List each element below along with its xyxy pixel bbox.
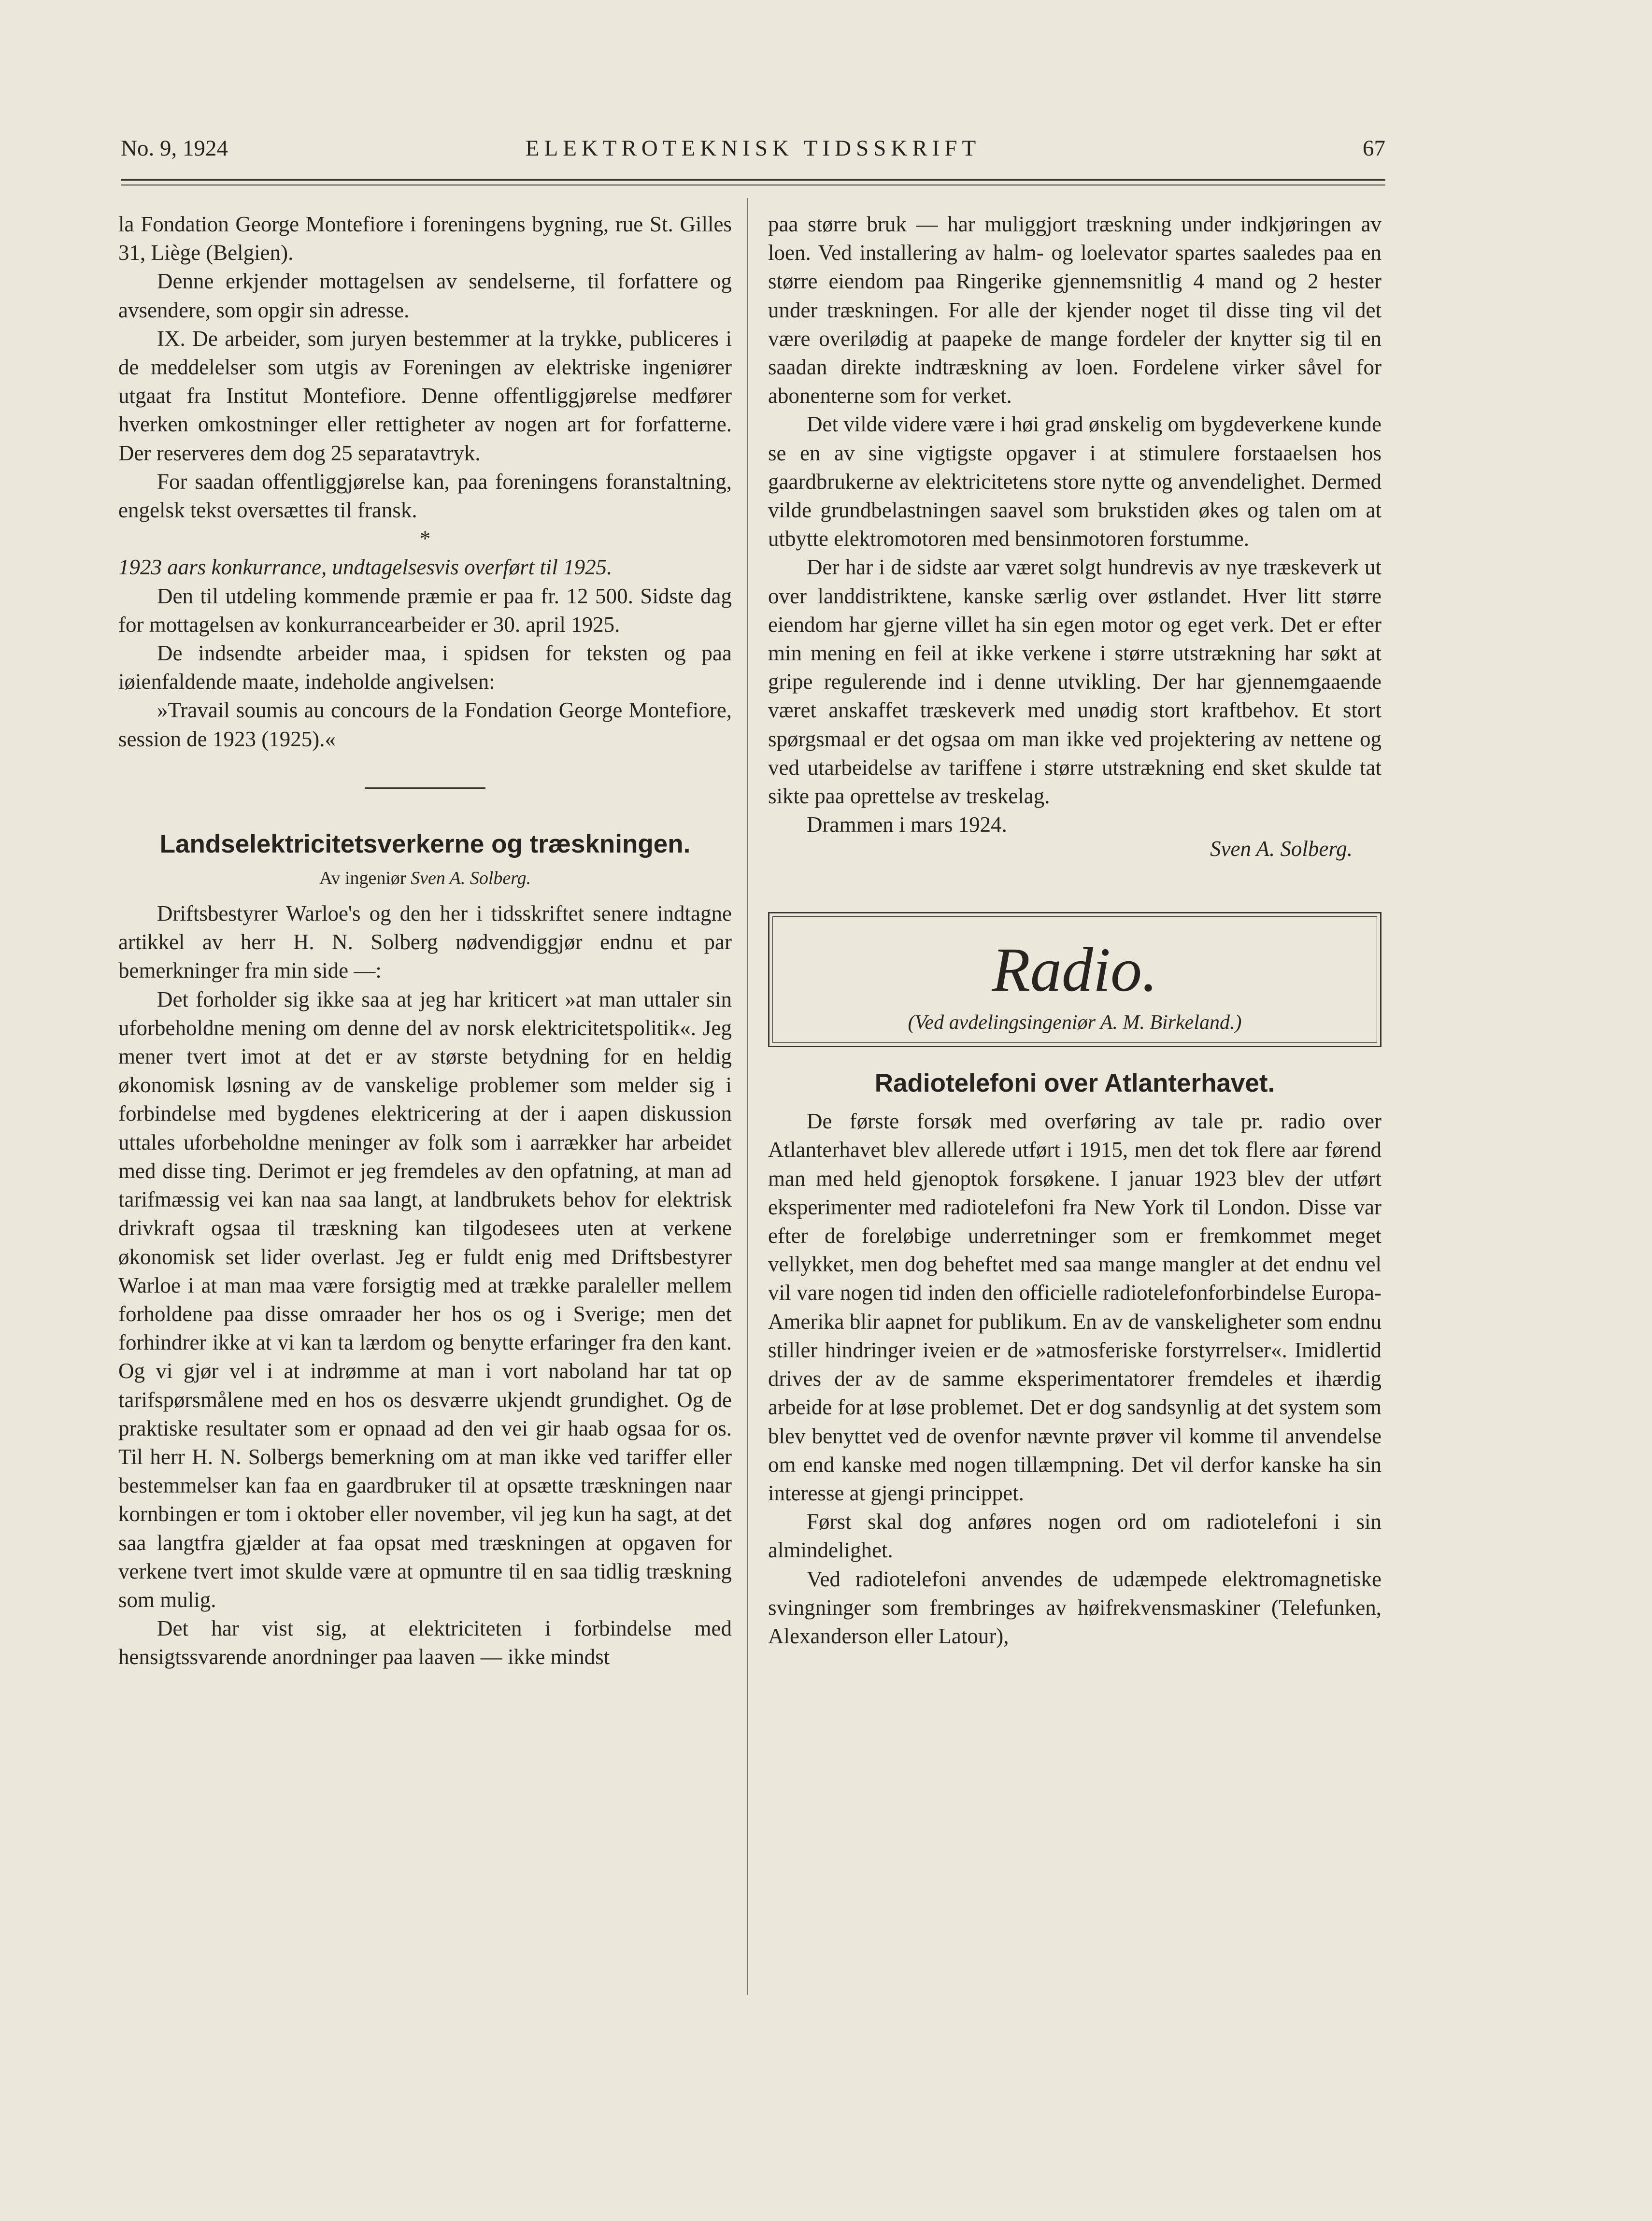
- dateline: Drammen i mars 1924.: [807, 812, 1007, 837]
- radio-section-inner: [772, 916, 1377, 1043]
- paragraph: For saadan offentliggjørelse kan, paa foreningens foranstaltning, engelsk tekst oversættes til fransk.: [118, 469, 732, 523]
- signature-block: [768, 811, 1381, 864]
- article-title: Landselektricitetsverkerne og træskningen.: [159, 829, 691, 858]
- running-header: [121, 131, 1385, 165]
- issue-number: No. 9, 1924: [121, 136, 228, 161]
- paragraph: Det har vist sig, at elektriciteten i forbindelse med hensigtssvarende anordninger paa laaven — ikke mindst: [118, 1616, 732, 1669]
- right-column: [768, 210, 1381, 1651]
- paragraph: Det vilde videre være i høi grad ønskelig om bygdeverkene kunde se en av sine vigtigste opgaver i at stimulere forstaaelsen hos gaardbrukerne av elektricitetens store nytte og anvendelighet. Dermed vilde grundbelastningen saavel som brukstiden økes og talen om at utbytte elektromotoren med bensinmotoren forstumme.: [768, 412, 1381, 551]
- paragraph: la Fondation George Montefiore i foreningens bygning, rue St. Gilles 31, Liège (Belgien).: [118, 212, 732, 265]
- paragraph: Driftsbestyrer Warloe's og den her i tidsskriftet senere indtagne artikkel av herr H. N. Solberg nødvendiggjør endnu et par bemerkninger fra min side —:: [118, 901, 732, 983]
- paragraph: De indsendte arbeider maa, i spidsen for teksten og paa iøienfaldende maate, indeholde angivelsen:: [118, 641, 732, 694]
- byline: [118, 864, 732, 893]
- byline-prefix: Av ingeniør: [319, 868, 406, 888]
- paragraph: »Travail soumis au concours de la Fondation George Montefiore, session de 1923 (1925).«: [118, 698, 732, 751]
- paragraph: IX. De arbeider, som juryen bestemmer at la trykke, publiceres i de meddelelser som utgis av Foreningen av elektriske ingeniører utgaat fra Institut Montefiore. Denne offentliggjørelse medfører hverken omkostninger eller rettigheter av nogen art for forfatterne. Der reserveres dem dog 25 separatavtryk.: [118, 326, 732, 465]
- radio-section-editor: (Ved avdelingsingeniør A. M. Birkeland.): [908, 1011, 1242, 1034]
- article-title: Radiotelefoni over Atlanterhavet.: [874, 1069, 1275, 1098]
- paragraph: Denne erkjender mottagelsen av sendelserne, til forfattere og avsendere, som opgir sin adresse.: [118, 269, 732, 322]
- signature: Sven A. Solberg.: [1210, 837, 1353, 861]
- italic-note: 1923 aars konkurrance, undtagelsesvis overført til 1925.: [118, 555, 612, 580]
- paragraph: De første forsøk med overføring av tale pr. radio over Atlanterhavet blev allerede utført i 1915, men det tok flere aar førend man med held gjenoptok forsøkene. I januar 1923 blev der utført eksperimenter med radiotelefoni fra New York til London. Disse var efter de foreløbige underretninger som er fremkommet meget vellykket, men dog beheftet med saa mange mangler at det endnu vel vil vare nogen tid inden den officielle radiotelefonforbindelse Europa-Amerika blir aapnet for publikum. En av de vanskeligheter som endnu stiller hindringer iveien er de »atmosferiske forstyrrelser«. Imidlertid drives der av de samme eksperimentatorer fremdeles et ihærdig arbeide for at løse problemet. Det er dog sandsynlig at det system som blev benyttet ved de ovenfor nævnte prøver vil komme til anvendelse om end kanske med nogen tillæmpning. Det vil derfor kanske ha sin interesse at gjengi princippet.: [768, 1109, 1381, 1505]
- page-number: 67: [1363, 136, 1385, 161]
- left-column: [118, 210, 732, 1672]
- radio-section-box: [768, 912, 1381, 1047]
- article-separator: [365, 787, 485, 789]
- header-rule-thick: [121, 179, 1385, 181]
- paragraph: Den til utdeling kommende præmie er paa fr. 12 500. Sidste dag for mottagelsen av konkurrancearbeider er 30. april 1925.: [118, 584, 732, 637]
- paragraph: Det forholder sig ikke saa at jeg har kriticert »at man uttaler sin uforbeholdne mening om denne del av norsk elektricitetspolitik«. Jeg mener tvert imot at det er av største betydning for en heldig økonomisk løsning av de vanskelige problemer som melder sig i forbindelse med bygdenes elektricering at der i aapen diskussion uttales uforbeholdne meninger av folk som i aarrækker har arbeidet med disse ting. Derimot er jeg fremdeles av den opfatning, at man ad tarifmæssig vei kan naa saa langt, at landbrukets behov for elektrisk drivkraft ogsaa til træskning kan tilgodesees uten at verkene økonomisk set lider overlast. Jeg er fuldt enig med Driftsbestyrer Warloe i at man maa være forsigtig med at trække paraleller mellem forholdene paa disse omraader her hos os og i Sverige; men det forhindrer ikke at vi kan ta lærdom og benytte erfaringer fra den kant. Og vi gjør vel i at indrømme at man i vort naboland har tat op tarifspørsmålene med en hos os desværre ukjendt grundighet. Og de praktiske resultater som er opnaad ad den vei gir haab ogsaa for os. Til herr H. N. Solbergs bemerkning om at man ikke ved tariffer eller bestemmelser kan faa en gaardbruker til at opsætte træskningen naar kornbingen er tom i oktober eller november, vil jeg kun ha sagt, at det saa langtfra gjælder at faa opsat med træskningen at opgaven for verkene tvert imot skulde være at opmuntre til en saa tidlig træskning som mulig.: [118, 987, 732, 1612]
- byline-author: Sven A. Solberg.: [411, 868, 531, 888]
- journal-title: ELEKTROTEKNISK TIDSSKRIFT: [525, 136, 981, 161]
- paragraph: Først skal dog anføres nogen ord om radiotelefoni i sin almindelighet.: [768, 1509, 1381, 1563]
- paragraph: Ved radiotelefoni anvendes de udæmpede elektromagnetiske svingninger som frembringes av høifrekvensmaskiner (Telefunken, Alexanderson eller Latour),: [768, 1566, 1381, 1648]
- section-separator: *: [419, 527, 431, 551]
- paragraph: Der har i de sidste aar været solgt hundrevis av nye træskeverk ut over landdistriktene, kanske særlig over østlandet. Hver litt større eiendom har gjerne villet ha sin egen motor og eget verk. Det er efter min mening en feil at ikke verkene i større utstrækning har søkt at gripe regulerende ind i denne utvikling. Der har gjennemgaaende været anskaffet træskeverk med unødig stort kraftbehov. Et stort spørgsmaal er det ogsaa om man ikke ved projektering av nettene og ved utarbeidelse av tariffene i større utstrækning end sket skulde tat sikte paa oprettelse av treskelag.: [768, 555, 1381, 809]
- paragraph: paa større bruk — har muliggjort træskning under indkjøringen av loen. Ved installering av halm- og loelevator spartes saaledes paa en større eiendom paa Ringerike gjennemsnitlig 4 mand og 2 hester under træskningen. For alle der kjender noget til disse ting vil det være overilødig at paapeke de mange fordeler der knytter sig til en saadan direkte indtræskning av loen. Fordelene virker såvel for abonenterne som for verket.: [768, 212, 1381, 408]
- radio-section-title: Radio.: [992, 935, 1158, 1005]
- column-divider: [747, 198, 748, 1995]
